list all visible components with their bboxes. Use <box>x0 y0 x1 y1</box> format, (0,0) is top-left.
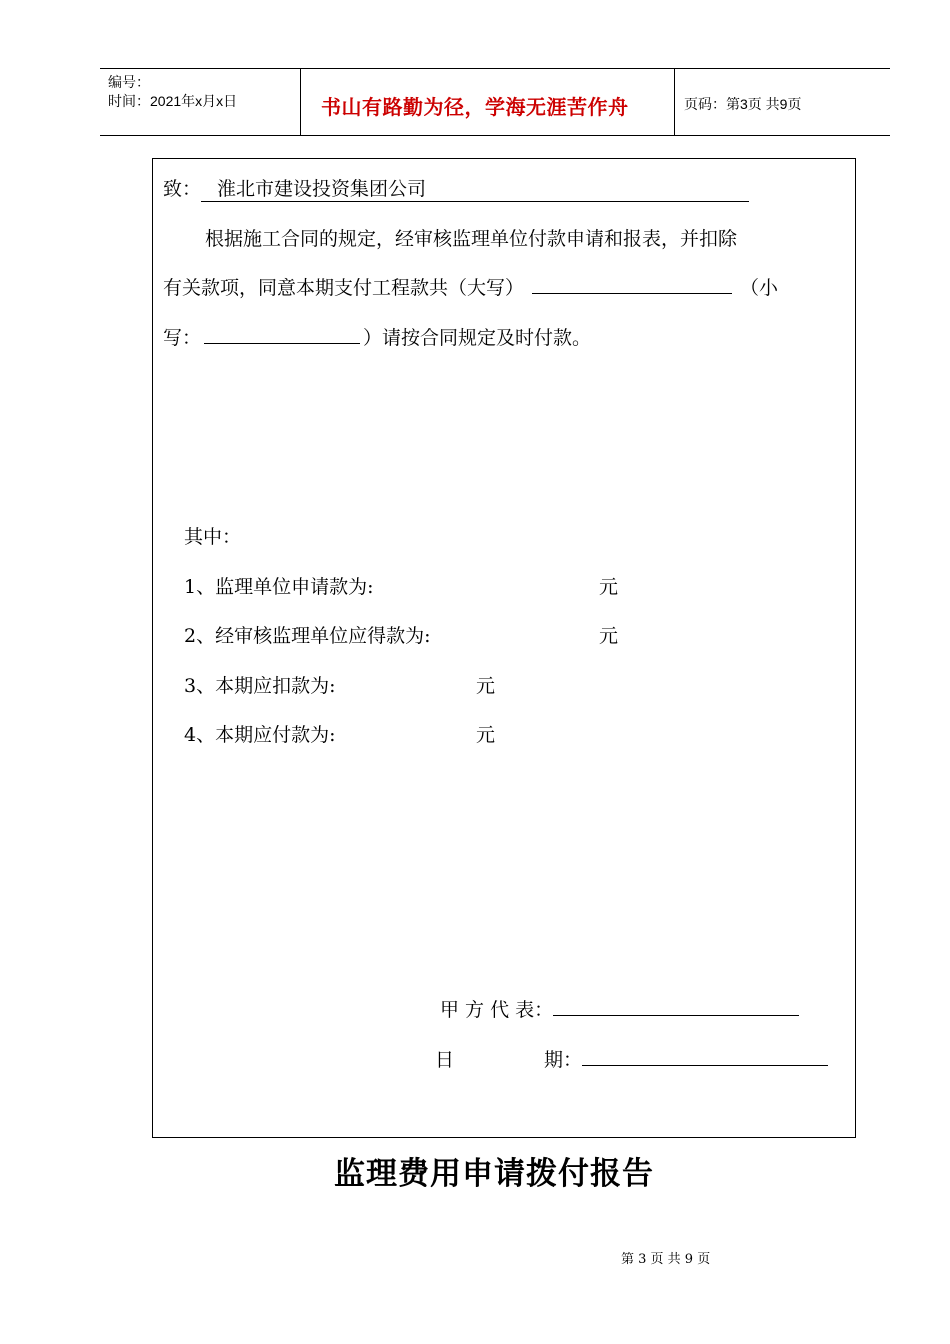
paragraph-line-3 <box>163 323 591 350</box>
header-bottom-rule <box>100 135 890 136</box>
paragraph-line-3-text: 写： <box>163 327 202 349</box>
representative-line <box>440 995 799 1022</box>
amount-in-figures-blank <box>204 323 360 344</box>
date-label-char-1: 日 <box>435 1049 455 1071</box>
header-top-rule <box>100 68 890 69</box>
header-motto: 书山有路勤为径，学海无涯苦作舟 <box>321 95 629 119</box>
serial-number-label: 编号： <box>108 74 150 90</box>
representative-blank <box>553 995 799 1016</box>
paragraph-line-3-suffix: ）请按合同规定及时付款。 <box>363 327 592 349</box>
document-title: 监理费用申请拨付报告 <box>334 1156 654 1192</box>
header-divider-right <box>674 68 675 135</box>
breakdown-item-label: 1、监理单位申请款为: <box>184 576 374 598</box>
breakdown-item-unit: 元 <box>476 675 496 697</box>
breakdown-heading: 其中： <box>184 526 242 548</box>
recipient-value: 淮北市建设投资集团公司 <box>201 174 749 202</box>
breakdown-item-unit: 元 <box>599 576 619 598</box>
amount-in-words-blank <box>532 273 732 294</box>
page-footer: 第 3 页 共 9 页 <box>621 1252 711 1267</box>
paragraph-line-2-text: 有关款项，同意本期支付工程款共（大写） <box>163 277 525 299</box>
date-line <box>435 1045 828 1072</box>
breakdown-item-unit: 元 <box>476 724 496 746</box>
breakdown-item-label: 3、本期应扣款为: <box>184 675 336 697</box>
breakdown-item-unit: 元 <box>599 625 619 647</box>
date-label: 时间：2021年x月x日 <box>108 93 238 109</box>
paragraph-line-2 <box>163 273 778 300</box>
page-number-label: 页码：第3页 共9页 <box>684 96 802 112</box>
breakdown-item-label: 4、本期应付款为: <box>184 724 336 746</box>
date-label-char-2: 期： <box>544 1049 583 1071</box>
representative-label: 甲 方 代 表： <box>440 999 554 1021</box>
paragraph-line-1: 根据施工合同的规定，经审核监理单位付款申请和报表，并扣除 <box>205 228 738 250</box>
date-blank <box>582 1045 828 1066</box>
recipient-line <box>163 174 749 202</box>
breakdown-item-label: 2、经审核监理单位应得款为: <box>184 625 431 647</box>
paragraph-line-2-suffix: （小 <box>740 277 779 299</box>
header-divider-left <box>300 68 301 135</box>
payment-form-box <box>152 158 856 1138</box>
recipient-label: 致： <box>163 178 202 200</box>
